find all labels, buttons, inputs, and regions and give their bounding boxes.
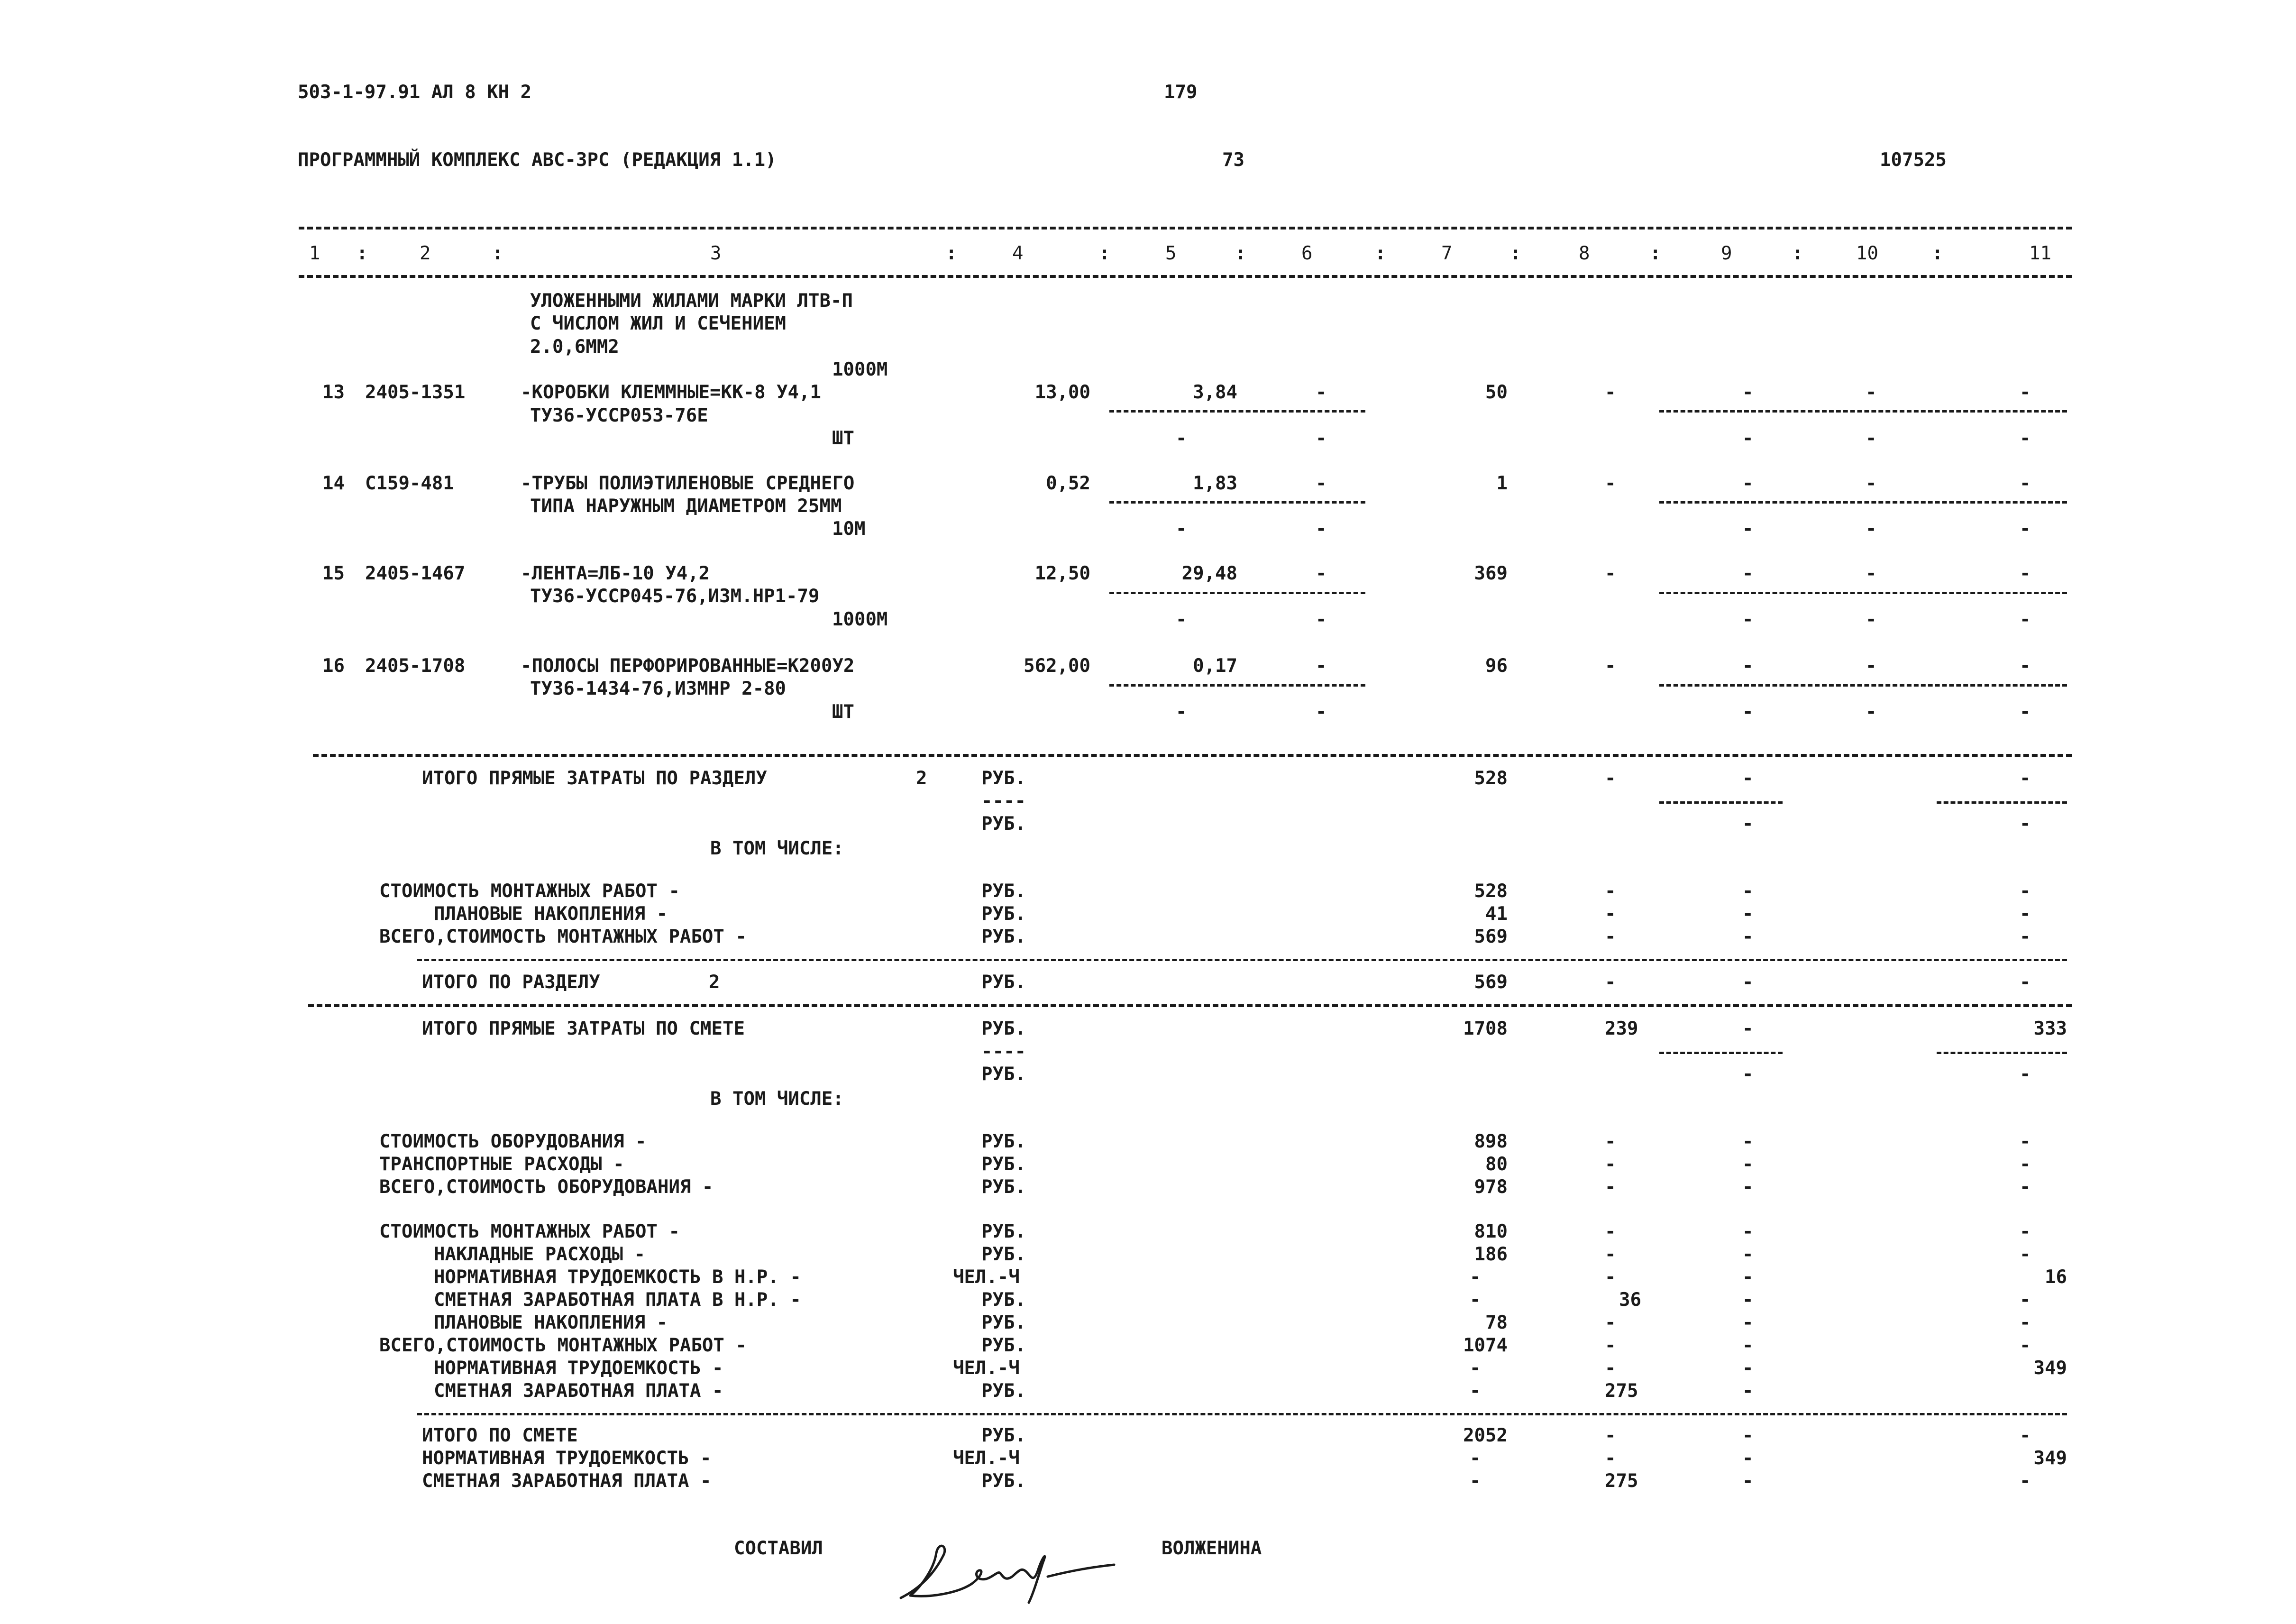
row-description: -КОРОБКИ КЛЕММНЫЕ=КК-8 У4,1	[521, 382, 821, 403]
row-price: 29,48	[1181, 563, 1237, 584]
row-cost: 50	[1485, 382, 1508, 403]
row-quantity: 562,00	[1024, 655, 1090, 677]
compiled-by-label: СОСТАВИЛ	[734, 1538, 823, 1559]
header-bottom-rule	[299, 275, 2072, 278]
row-number: 14	[322, 473, 345, 494]
row-code: 2405-1351	[365, 382, 466, 403]
column-header-9: 9	[1721, 243, 1732, 264]
section-direct-costs-label: ИТОГО ПРЯМЫЕ ЗАТРАТЫ ПО РАЗДЕЛУ	[422, 768, 767, 789]
estimate-total: 2052	[1463, 1425, 1508, 1446]
row-cost: 96	[1485, 655, 1508, 677]
page-number: 179	[1164, 82, 1198, 103]
continuation-line: 2.0,6ММ2	[530, 336, 619, 358]
row-description-2: ТУ36-УССР045-76,ИЗМ.НР1-79	[530, 586, 820, 607]
row-description-2: ТУ36-УССР053-76Е	[530, 405, 708, 426]
column-header-11: 11	[2029, 243, 2051, 264]
compiler-name: ВОЛЖЕНИНА	[1162, 1538, 1262, 1559]
column-header-6: 6	[1301, 243, 1313, 264]
row-unit: ШТ	[832, 428, 854, 449]
header-top-rule	[299, 227, 2072, 229]
in-that-number-heading: В ТОМ ЧИСЛЕ:	[710, 838, 844, 859]
sheet-number: 73	[1222, 149, 1244, 171]
column-header-5: 5	[1165, 243, 1177, 264]
section-total: 569	[1474, 972, 1508, 993]
row-description-2: ТИПА НАРУЖНЫМ ДИАМЕТРОМ 25ММ	[530, 495, 842, 517]
section-rule	[313, 754, 2072, 757]
row-code: С159-481	[365, 473, 454, 494]
continuation-unit: 1000М	[832, 359, 888, 380]
row-quantity: 13,00	[1034, 382, 1090, 403]
program-title: ПРОГРАММНЫЙ КОМПЛЕКС АВС-3РС (РЕДАКЦИЯ 1.1)	[298, 149, 777, 171]
row-number: 13	[322, 382, 345, 403]
estimate-page: 503-1-97.91 АЛ 8 КН 2 179 ПРОГРАММНЫЙ КОМПЛЕКС АВС-3РС (РЕДАКЦИЯ 1.1) 73 107525 1 2 3 4 5 6 7 8 9 10 11 : : : : : : : : : : УЛОЖЕННЫМИ ЖИЛАМИ МАРКИ ЛТВ-П С ЧИСЛОМ ЖИЛ И СЕЧЕНИЕМ 2.0,6ММ2 1000М 13 2405-1351 -КОРОБКИ КЛЕММНЫЕ=КК-8 У4,1 ТУ36-УССР053-76Е ШТ 13,00 3,84 - 50 - - - - - - - - - 14 С159-481 -ТРУБЫ ПОЛИЭТИЛЕНОВЫЕ СРЕДНЕГО ТИПА НАРУЖНЫМ ДИАМЕТРОМ 25ММ 10М 0,52 1,83 - 1 - - - - - - - - - 15 2405-1467 -ЛЕНТА=ЛБ-10 У4,2 ТУ36-УССР045-76,ИЗМ.НР1-79 1000М 12,50 29,48 - 369 - - - - - - - - - 16 2405-1708 -ПОЛОСЫ ПЕРФОРИРОВАННЫЕ=К200У2 ТУ36-1434-76,ИЗМНР 2-80 ШТ 562,00 0,17 - 96 - - - - - - - - - ИТОГО ПРЯМЫЕ ЗАТРАТЫ ПО РАЗДЕЛУ 2 РУБ. 528 - - - ---- РУБ. - - В ТОМ ЧИСЛЕ: СТОИМОСТЬ МОНТАЖНЫХ РАБОТ - РУБ. 528 - - - ПЛАНОВЫЕ НАКОПЛЕНИЯ - РУБ. 41 - - - ВСЕГО,СТОИМОСТЬ МОНТАЖНЫХ РАБОТ - РУБ. 569 - - - ИТОГО ПО РАЗДЕЛУ 2 РУБ. 569 - - - ИТОГО ПРЯМЫЕ ЗАТРАТЫ ПО СМЕТЕ РУБ. 1708 239 - 333 ---- РУБ. - - В ТОМ ЧИСЛЕ: СТОИМОСТЬ ОБОРУДОВАНИЯ - РУБ. 898 - - - ТРАНСПОРТНЫЕ РАСХОДЫ - РУБ. 80 - - - ВСЕГО,СТОИМОСТЬ ОБОРУДОВАНИЯ - РУБ. 978 - - - СТОИМОСТЬ МОНТАЖНЫХ РАБОТ - РУБ. 810 - - - НАКЛАДНЫЕ РАСХОДЫ - РУБ. 186 - - - НОРМАТИВНАЯ ТРУДОЕМКОСТЬ В Н.Р. - ЧЕЛ.-Ч - - - 16 СМЕТНАЯ ЗАРАБОТНАЯ ПЛАТА В Н.Р. - РУБ. - 36 - - ПЛАНОВЫЕ НАКОПЛЕНИЯ - РУБ. 78 - - - ВСЕГО,СТОИМОСТЬ МОНТАЖНЫХ РАБОТ - РУБ. 1074 - - - НОРМАТИВНАЯ ТРУДОЕМКОСТЬ - ЧЕЛ.-Ч - - - 349 СМЕТНАЯ ЗАРАБОТНАЯ ПЛАТА - РУБ. - 275 - ИТОГО ПО СМЕТЕ РУБ. 2052 - - - НОРМАТИВНАЯ ТРУДОЕМКОСТЬ - ЧЕЛ.-Ч - - - 349 СМЕТНАЯ ЗАРАБОТНАЯ ПЛАТА - РУБ. - 275 - - СОСТАВИЛ ВОЛЖЕНИНА	[0, 0, 2296, 1624]
column-header-1: 1	[309, 243, 320, 264]
row-cost: 369	[1474, 563, 1508, 584]
row-unit: 10М	[832, 518, 866, 540]
column-header-3: 3	[710, 243, 722, 264]
estimate-rule	[308, 1004, 2072, 1007]
row-description: -ТРУБЫ ПОЛИЭТИЛЕНОВЫЕ СРЕДНЕГО	[521, 473, 855, 494]
continuation-line: С ЧИСЛОМ ЖИЛ И СЕЧЕНИЕМ	[530, 313, 787, 334]
row-number: 15	[322, 563, 345, 584]
estimate-direct-costs-label: ИТОГО ПРЯМЫЕ ЗАТРАТЫ ПО СМЕТЕ	[422, 1018, 745, 1039]
row-number: 16	[322, 655, 345, 677]
row-quantity: 0,52	[1046, 473, 1090, 494]
section-total-label: ИТОГО ПО РАЗДЕЛУ	[422, 972, 600, 993]
row-price: 1,83	[1193, 473, 1237, 494]
row-price: 0,17	[1193, 655, 1237, 677]
column-header-2: 2	[420, 243, 431, 264]
row-code: 2405-1467	[365, 563, 466, 584]
column-header-8: 8	[1579, 243, 1590, 264]
row-code: 2405-1708	[365, 655, 466, 677]
in-that-number-heading: В ТОМ ЧИСЛЕ:	[710, 1088, 844, 1110]
row-quantity: 12,50	[1034, 563, 1090, 584]
row-unit: ШТ	[832, 701, 854, 723]
row-description: -ПОЛОСЫ ПЕРФОРИРОВАННЫЕ=К200У2	[521, 655, 855, 677]
row-unit: 1000М	[832, 609, 888, 630]
document-id: 107525	[1880, 149, 1947, 171]
estimate-direct-costs: 1708	[1463, 1018, 1508, 1039]
row-price: 3,84	[1193, 382, 1237, 403]
column-header-7: 7	[1441, 243, 1453, 264]
column-header-4: 4	[1012, 243, 1024, 264]
signature	[891, 1517, 1128, 1612]
estimate-total-label: ИТОГО ПО СМЕТЕ	[422, 1425, 578, 1446]
row-description: -ЛЕНТА=ЛБ-10 У4,2	[521, 563, 710, 584]
section-direct-costs: 528	[1474, 768, 1508, 789]
document-code: 503-1-97.91 АЛ 8 КН 2	[298, 82, 532, 103]
row-description-2: ТУ36-1434-76,ИЗМНР 2-80	[530, 678, 787, 699]
section-number: 2	[916, 768, 927, 789]
column-header-10: 10	[1856, 243, 1878, 264]
continuation-line: УЛОЖЕННЫМИ ЖИЛАМИ МАРКИ ЛТВ-П	[530, 290, 853, 312]
row-cost: 1	[1496, 473, 1508, 494]
